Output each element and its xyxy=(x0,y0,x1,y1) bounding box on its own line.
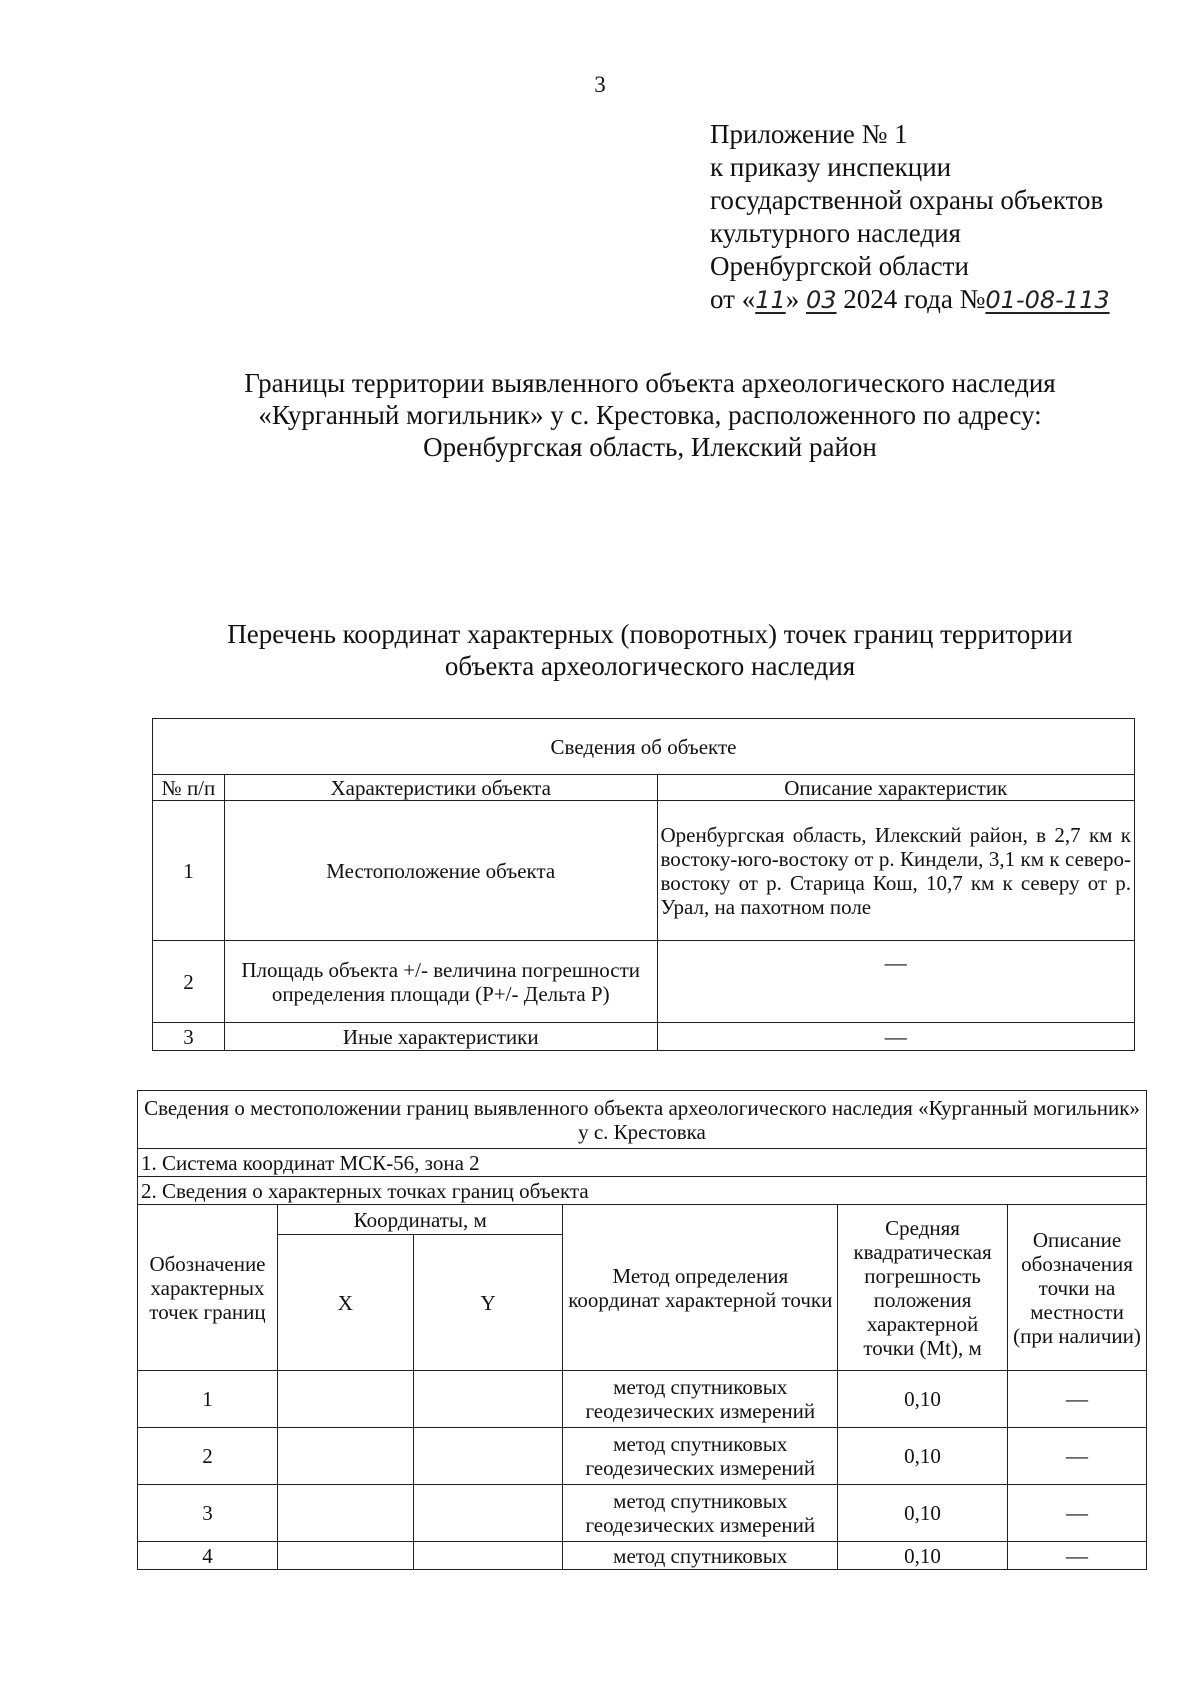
table-row xyxy=(138,1371,1147,1428)
coordinates-list-title xyxy=(120,618,1180,682)
point-y xyxy=(413,1371,563,1428)
title-line: Оренбургская область, Илекский район xyxy=(423,432,877,462)
point-y xyxy=(413,1485,563,1542)
subtitle-line: объекта археологического наследия xyxy=(444,651,856,681)
point-method: метод спутниковых геодезических измерений xyxy=(563,1485,838,1542)
point-description: — xyxy=(1008,1542,1147,1570)
header-x: X xyxy=(277,1235,413,1371)
point-id: 3 xyxy=(138,1485,278,1542)
point-method: метод спутниковых геодезических измерений xyxy=(563,1428,838,1485)
row-value: — xyxy=(657,941,1135,1023)
handwritten-order-number: 01-08-113 xyxy=(985,286,1110,314)
date-prefix: от « xyxy=(710,284,756,314)
point-error: 0,10 xyxy=(838,1428,1008,1485)
point-y xyxy=(413,1428,563,1485)
document-title xyxy=(120,367,1180,463)
date-year: 2024 года № xyxy=(836,284,986,314)
header-method: Метод определения координат характерной точки xyxy=(563,1205,838,1371)
boundary-points-table xyxy=(137,1090,1147,1570)
object-info-table xyxy=(152,718,1135,1051)
point-id: 1 xyxy=(138,1371,278,1428)
header-coords: Координаты, м xyxy=(277,1205,563,1235)
header-error: Средняя квадратическая погрешность положения характерной точки (Mt), м xyxy=(838,1205,1008,1371)
header-description: Описание характеристик xyxy=(657,775,1135,801)
appendix-line: государственной охраны объектов xyxy=(710,185,1104,215)
table-row xyxy=(153,941,1135,1023)
point-id: 4 xyxy=(138,1542,278,1570)
point-error: 0,10 xyxy=(838,1485,1008,1542)
header-characteristic: Характеристики объекта xyxy=(224,775,657,801)
row-value: Оренбургская область, Илекский район, в 2,7 км к востоку-юго-востоку от р. Киндели, 3,1 км к северо-востоку от р. Старица Кош, 10,7 км к северу от р. Урал, на пахотном поле xyxy=(657,801,1135,941)
row-name: Иные характеристики xyxy=(224,1023,657,1051)
subtitle-line: Перечень координат характерных (поворотных) точек границ территории xyxy=(227,619,1073,649)
header-point: Обозначение характерных точек границ xyxy=(138,1205,278,1371)
row-num: 2 xyxy=(153,941,225,1023)
point-description: — xyxy=(1008,1485,1147,1542)
appendix-block xyxy=(710,118,1180,317)
point-description: — xyxy=(1008,1428,1147,1485)
point-error: 0,10 xyxy=(838,1371,1008,1428)
appendix-date-line xyxy=(710,283,1180,317)
page-number: 3 xyxy=(594,72,606,97)
header-y: Y xyxy=(413,1235,563,1371)
point-method: метод спутниковых геодезических измерений xyxy=(563,1371,838,1428)
header-description: Описание обозначения точки на местности (при наличии) xyxy=(1008,1205,1147,1371)
point-id: 2 xyxy=(138,1428,278,1485)
appendix-line: культурного наследия xyxy=(710,218,961,248)
table-row xyxy=(138,1428,1147,1485)
appendix-line: к приказу инспекции xyxy=(710,152,952,182)
point-error: 0,10 xyxy=(838,1542,1008,1570)
table-caption: Сведения об объекте xyxy=(153,719,1135,775)
handwritten-day: 11 xyxy=(755,286,786,314)
header-num: № п/п xyxy=(153,775,225,801)
point-x xyxy=(277,1542,413,1570)
row-name: Местоположение объекта xyxy=(224,801,657,941)
point-x xyxy=(277,1428,413,1485)
row-num: 3 xyxy=(153,1023,225,1051)
points-heading: 2. Сведения о характерных точках границ объекта xyxy=(138,1177,1147,1205)
appendix-line: Приложение № 1 xyxy=(710,119,908,149)
title-line: Границы территории выявленного объекта археологического наследия xyxy=(244,368,1056,398)
point-x xyxy=(277,1485,413,1542)
row-name: Площадь объекта +/- величина погрешности определения площади (P+/- Дельта P) xyxy=(224,941,657,1023)
appendix-line: Оренбургской области xyxy=(710,251,969,281)
date-mid: » xyxy=(785,284,800,314)
point-x xyxy=(277,1371,413,1428)
title-line: «Курганный могильник» у с. Крестовка, расположенного по адресу: xyxy=(258,400,1042,430)
row-num: 1 xyxy=(153,801,225,941)
row-value: — xyxy=(657,1023,1135,1051)
coordinate-system: 1. Система координат МСК-56, зона 2 xyxy=(138,1149,1147,1177)
point-description: — xyxy=(1008,1371,1147,1428)
table-row xyxy=(138,1485,1147,1542)
table-row xyxy=(153,1023,1135,1051)
table-row xyxy=(153,801,1135,941)
point-y xyxy=(413,1542,563,1570)
table-caption: Сведения о местоположении границ выявленного объекта археологического наследия «Курганный могильник» у с. Крестовка xyxy=(138,1091,1147,1149)
table-row xyxy=(138,1542,1147,1570)
handwritten-month: 03 xyxy=(806,286,837,314)
point-method: метод спутниковых xyxy=(563,1542,838,1570)
